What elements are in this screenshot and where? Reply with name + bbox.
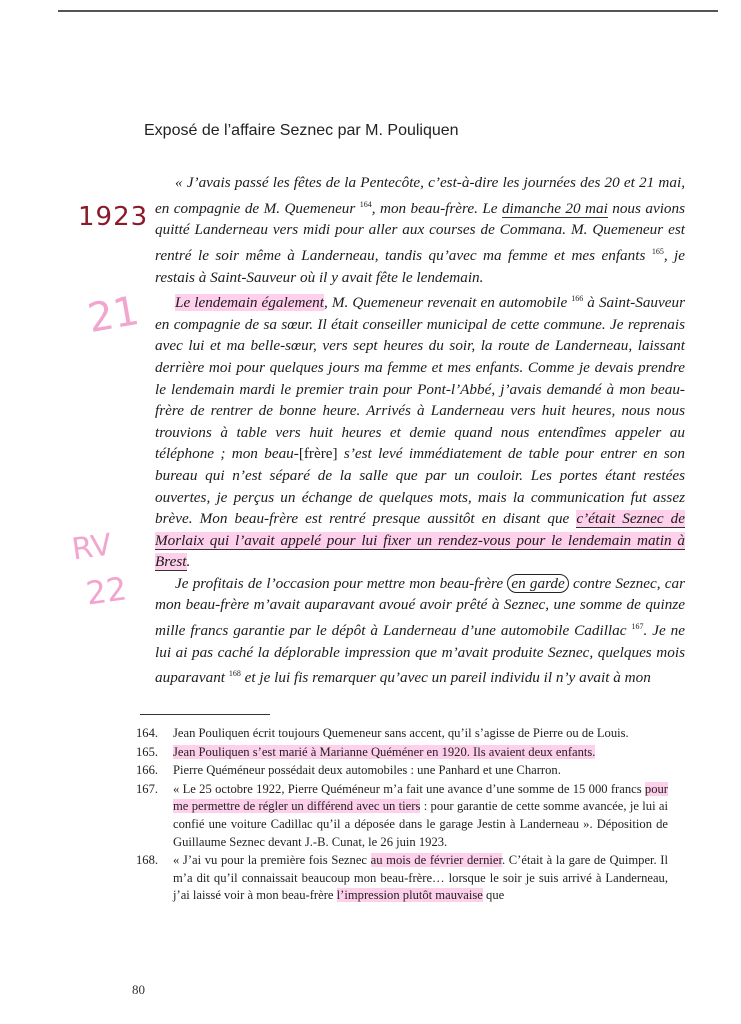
footnote-text: Pierre Quéméneur possédait deux automobiles : une Panhard et une Charron. (173, 763, 561, 778)
margin-note-year: 1923 (78, 202, 149, 232)
circled-text: en garde (507, 574, 568, 593)
text-run: que (482, 888, 505, 903)
footnote-164 (136, 725, 668, 743)
footnote-number: 168. (136, 853, 159, 868)
text-run: « J’avais passé les fêtes de la Pentecôte, c’est-à-dire les journées des 20 et 21 mai, en compagnie de M. Quemeneur (155, 174, 685, 217)
text-run: . C’était à la gare de Quimper. Il m’a dit qu’il connaissait beaucoup mon beau-frère… lorsque le soir je suis arrivé à Landerneau, j’ai laissé voir à mon beau-frère (173, 853, 669, 903)
footnote-text (173, 781, 668, 851)
highlighted-underlined-text: c’était Seznec de Morlaix qui l’avait appelé pour lui fixer un rendez-vous pour le lendemain matin à Brest (155, 510, 685, 571)
footnote-text: Jean Pouliquen écrit toujours Quemeneur sans accent, qu’il s’agisse de Pierre ou de Louis. (173, 726, 629, 740)
underlined-text: dimanche 20 mai (501, 199, 608, 217)
paragraph-3 (155, 573, 685, 689)
text-run: s’est levé immédiatement de table pour entrer en son bureau qui n’est séparé de la salle que par un couloir. Les portes étant restées ouvertes, je perçus un échange de quelques mots, mais la communication fut assez brève. Mon beau-frère est rentré presque aussitôt en disant que (155, 445, 685, 528)
margin-note-21: 21 (84, 287, 143, 343)
highlighted-text: l’impression plutôt mauvaise (336, 888, 483, 903)
footnote-ref: 166 (571, 294, 584, 304)
text-run: contre Seznec, car mon beau-frère m’avait auparavant avoué avoir prêté à Seznec, une somme de quinze mille francs garantie par le dépôt à Landerneau d’une automobile Cadillac (155, 574, 685, 640)
text-run: : pour garantie de cette somme avancée, je lui ai confié une voiture Cadillac qu’il a déposée dans le garage Jestin à Landerneau ». Déposition de Guillaume Seznec devant J.-B. Cunat, le 26 juin 1923. (173, 799, 668, 849)
highlighted-text: Jean Pouliquen s’est marié à Marianne Quéméner en 1920. Ils avaient deux enfants. (173, 744, 596, 759)
footnote-ref: 165 (651, 246, 664, 256)
footnotes (136, 725, 668, 906)
footnote-text (173, 852, 668, 905)
footnote-ref: 168 (228, 669, 241, 679)
highlighted-text: pour me permettre de régler un différend avec un tiers (173, 781, 668, 814)
text-run: . Je ne lui ai pas caché la déplorable impression que m’avait produite Seznec, quelques mois auparavant (155, 622, 685, 687)
footnote-ref: 167 (631, 622, 644, 632)
highlighted-text: Le lendemain également (175, 294, 324, 312)
body-text (155, 172, 685, 689)
chapter-heading: Exposé de l’affaire Seznec par M. Pouliquen (144, 122, 459, 139)
margin-note-rv: RV (69, 527, 114, 568)
footnote-166 (136, 762, 668, 780)
footnote-number: 164. (136, 726, 159, 740)
text-run: « J’ai vu pour la première fois Seznec (173, 853, 371, 868)
top-rule (58, 10, 718, 12)
text-run: à Saint-Sauveur en compagnie de sa sœur. Il était conseiller municipal de cette commune. Je reprenais avec lui et ma belle-sœur, vers sept heures du soir, la route de Landerneau, laissant derrière moi pour quelques jours ma femme et mes enfants. Comme je devais prendre le lendemain mardi le premier train pour Pont-l’Abbé, j’avais demandé à mon beau-frère de rentrer de bonne heure. Arrivés à Landerneau vers huit heures, nous nous trouvions à table vers huit heures et demie quand nous entendîmes appeler au téléphone ; mon beau- (155, 294, 685, 463)
footnote-167 (136, 781, 668, 851)
footnote-number: 166. (136, 763, 159, 778)
text-run: . (186, 553, 191, 571)
text-run: , M. Quemeneur revenait en automobile (323, 294, 572, 312)
text-run: , mon beau-frère. Le (371, 199, 502, 217)
bracketed-text: [frère] (298, 445, 338, 463)
text-run: « Le 25 octobre 1922, Pierre Quéméneur m’a fait une avance d’une somme de 15 000 francs (173, 781, 645, 796)
footnote-165 (136, 744, 668, 762)
footnote-ref: 164 (359, 199, 372, 209)
footnote-168 (136, 852, 668, 905)
text-run: Je profitais de l’occasion pour mettre mon beau-frère (175, 574, 508, 592)
paragraph-1 (155, 172, 685, 288)
page-number: 80 (132, 982, 145, 997)
text-run: et je lui fis remarquer qu’avec un pareil individu il n’y avait à mon (240, 669, 651, 687)
margin-note-22: 22 (83, 569, 130, 613)
paragraph-2 (155, 288, 685, 573)
footnote-number: 165. (136, 744, 159, 759)
text-run: , je restais à Saint-Sauveur où il y avait fête le lendemain. (155, 246, 686, 286)
footnote-rule (140, 714, 270, 715)
footnote-number: 167. (136, 781, 159, 796)
text-run: nous avions quitté Landerneau vers midi pour aller aux courses de Commana. M. Quemeneur est rentré le soir même à Landerneau, tandis qu’avec ma femme et mes enfants (155, 199, 686, 264)
footnote-text (173, 744, 668, 762)
highlighted-text: au mois de février dernier (370, 853, 502, 868)
